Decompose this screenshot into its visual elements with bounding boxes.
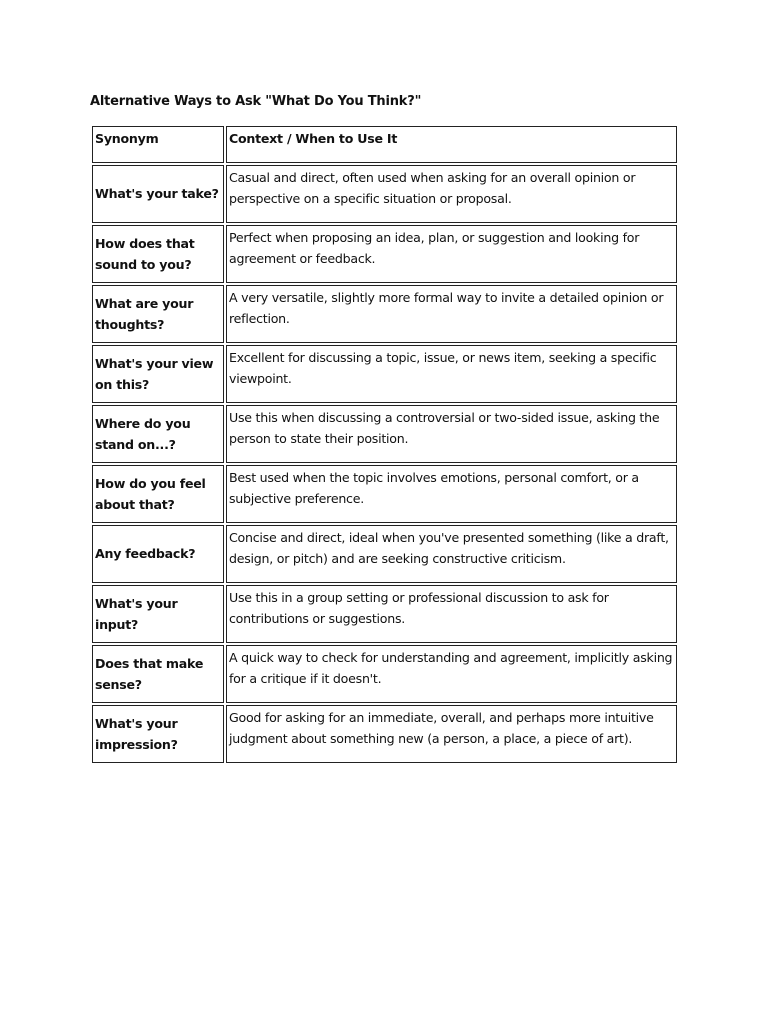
table-row [92,705,677,763]
context-cell: Use this when discussing a controversial or two-sided issue, asking the person to state their position. [226,405,677,463]
table-row [92,405,677,463]
table-row [92,585,677,643]
table-row [92,225,677,283]
header-synonym: Synonym [92,126,224,163]
table-row [92,465,677,523]
table-row [92,345,677,403]
synonym-cell: What's your take? [92,165,224,223]
context-cell: A quick way to check for understanding and agreement, implicitly asking for a critique if it doesn't. [226,645,677,703]
table-row [92,525,677,583]
header-context: Context / When to Use It [226,126,677,163]
synonym-cell: What's your view on this? [92,345,224,403]
context-cell: A very versatile, slightly more formal way to invite a detailed opinion or reflection. [226,285,677,343]
context-cell: Good for asking for an immediate, overall, and perhaps more intuitive judgment about something new (a person, a place, a piece of art). [226,705,677,763]
context-cell: Use this in a group setting or professional discussion to ask for contributions or suggestions. [226,585,677,643]
context-cell: Perfect when proposing an idea, plan, or suggestion and looking for agreement or feedback. [226,225,677,283]
document-title: Alternative Ways to Ask "What Do You Think?" [90,94,422,109]
table-row [92,285,677,343]
synonyms-table [92,126,677,765]
synonym-cell: Does that make sense? [92,645,224,703]
synonym-cell: What are your thoughts? [92,285,224,343]
synonym-cell: How does that sound to you? [92,225,224,283]
context-cell: Best used when the topic involves emotions, personal comfort, or a subjective preference. [226,465,677,523]
synonym-cell: Where do you stand on...? [92,405,224,463]
synonym-cell: How do you feel about that? [92,465,224,523]
synonym-cell: What's your input? [92,585,224,643]
table-header-row [92,126,677,163]
synonym-cell: What's your impression? [92,705,224,763]
context-cell: Concise and direct, ideal when you've presented something (like a draft, design, or pitch) and are seeking constructive criticism. [226,525,677,583]
context-cell: Casual and direct, often used when asking for an overall opinion or perspective on a specific situation or proposal. [226,165,677,223]
context-cell: Excellent for discussing a topic, issue, or news item, seeking a specific viewpoint. [226,345,677,403]
table-row [92,165,677,223]
synonym-cell: Any feedback? [92,525,224,583]
table-row [92,645,677,703]
